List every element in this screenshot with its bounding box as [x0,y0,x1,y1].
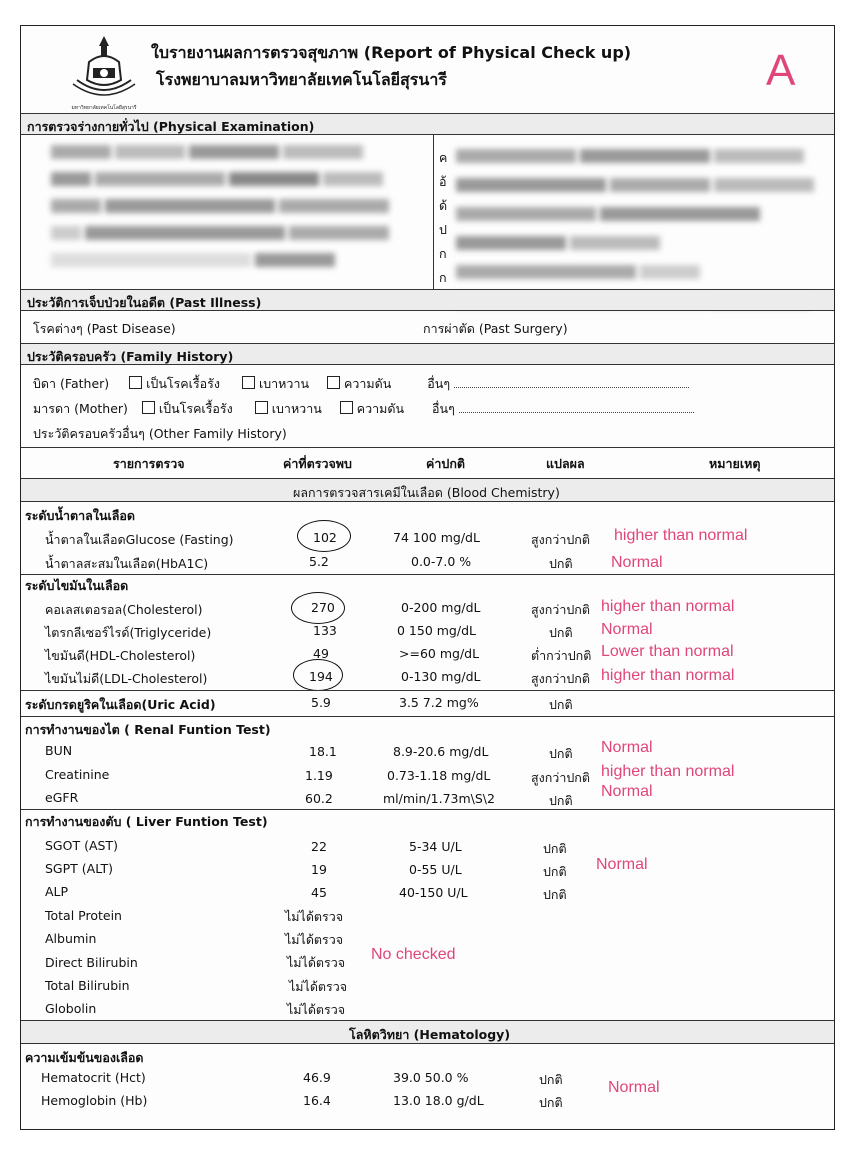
liver-title: การทำงานของตับ ( Liver Funtion Test) [25,814,268,829]
handwritten-circle [291,592,345,624]
bun-note: Normal [601,739,653,756]
prefix-6: ก [439,270,447,285]
triglyceride-interp: ปกติ [549,625,573,640]
cholesterol-note: higher than normal [601,598,735,615]
past-illness-header [21,289,834,311]
direct-bili-value: ไม่ได้ตรวจ [287,955,346,970]
cholesterol-name: คอเลสเตอรอล(Cholesterol) [45,602,203,617]
col-normal-header: ค่าปกติ [426,456,466,471]
report-sheet [20,25,835,1130]
triglyceride-name: ไตรกลีเซอร์ไรด์(Triglyceride) [45,625,212,640]
triglyceride-note: Normal [601,621,653,638]
blood-conc-title: ความเข้มข้นของเลือด [25,1050,144,1065]
hematology-title: โลหิตวิทยา (Hematology) [349,1027,511,1042]
ldl-interp: สูงกว่าปกติ [531,671,590,686]
creatinine-name: Creatinine [45,767,110,782]
physical-exam-header [21,113,834,135]
sgot-value: 22 [311,839,327,854]
hb-name: Hemoglobin (Hb) [41,1093,148,1108]
hct-interp: ปกติ [539,1072,563,1087]
mother-label: มารดา (Mother) [33,401,128,416]
hct-value: 46.9 [303,1070,331,1085]
family-history-title: ประวัติครอบครัว (Family History) [27,349,234,364]
egfr-interp: ปกติ [549,793,573,808]
mother-row [33,399,694,419]
triglyceride-range: 0 150 mg/dL [397,623,476,638]
uric-value: 5.9 [311,695,331,710]
col-remark-header: หมายเหตุ [709,456,761,471]
hb-interp: ปกติ [539,1095,563,1110]
sgpt-name: SGPT (ALT) [45,861,113,876]
hb-value: 16.4 [303,1093,331,1108]
redacted-info-right [456,148,818,312]
hdl-note: Lower than normal [601,643,734,660]
hba1c-interp: ปกติ [549,556,573,571]
col-interpret-header: แปลผล [546,456,585,471]
prefix-3: ด้ [439,198,448,213]
sgot-range: 5-34 U/L [409,839,462,854]
alp-name: ALP [45,884,69,899]
divider [21,447,834,448]
no-checked-note: No checked [371,946,456,963]
cholesterol-value: 270 [311,600,335,615]
past-illness-title: ประวัติการเจ็บป่วยในอดีต (Past Illness) [27,295,262,310]
creatinine-range: 0.73-1.18 mg/dL [387,768,491,783]
renal-title: การทำงานของไต ( Renal Funtion Test) [25,722,271,737]
creatinine-interp: สูงกว่าปกติ [531,770,590,785]
father-other-field[interactable] [454,377,689,388]
past-disease-label: โรคต่างๆ (Past Disease) [33,321,176,336]
opt-pressure: ความดัน [343,376,392,391]
hct-range: 39.0 50.0 % [393,1070,469,1085]
hdl-interp: ต่ำกว่าปกติ [531,648,592,663]
sgpt-range: 0-55 U/L [409,862,462,877]
ldl-note: higher than normal [601,667,735,684]
blood-chemistry-title: ผลการตรวจสารเคมีในเลือด (Blood Chemistry) [293,485,560,500]
mother-other-field[interactable] [459,402,694,413]
mother-diabetes-checkbox[interactable] [255,401,268,414]
glucose-name: น้ำตาลในเลือดGlucose (Fasting) [45,532,234,547]
prefix-5: ก [439,246,447,261]
blood-chemistry-header [21,478,834,502]
divider [433,135,434,289]
globolin-value: ไม่ได้ตรวจ [287,1002,346,1017]
past-surgery-label: การผ่าตัด (Past Surgery) [423,321,568,336]
sgot-name: SGOT (AST) [45,838,118,853]
hdl-value: 49 [313,646,329,661]
divider [21,716,834,717]
mother-other-label: อื่นๆ [432,401,455,416]
uric-interp: ปกติ [549,697,573,712]
protein-name: Total Protein [45,908,122,923]
other-family-history-label: ประวัติครอบครัวอื่นๆ (Other Family History) [33,426,287,441]
total-bili-name: Total Bilirubin [45,978,130,993]
egfr-value: 60.2 [305,791,333,806]
direct-bili-name: Direct Bilirubin [45,955,138,970]
hb-range: 13.0 18.0 g/dL [393,1093,484,1108]
physical-exam-title: การตรวจร่างกายทั่วไป (Physical Examination) [27,119,315,134]
uric-range: 3.5 7.2 mg% [399,695,479,710]
opt-chronic: เป็นโรคเรื้อรัง [146,376,220,391]
opt-diabetes: เบาหวาน [258,376,310,391]
prefix-1: ค [439,150,448,165]
handwritten-circle [293,659,343,691]
father-pressure-checkbox[interactable] [327,376,340,389]
glucose-interp: สูงกว่าปกติ [531,532,590,547]
mother-pressure-checkbox[interactable] [340,401,353,414]
ldl-range: 0-130 mg/dL [401,669,481,684]
liver-note: Normal [596,856,648,873]
handwritten-circle [297,520,351,552]
hba1c-name: น้ำตาลสะสมในเลือด(HbA1C) [45,556,209,571]
cholesterol-range: 0-200 mg/dL [401,600,481,615]
father-diabetes-checkbox[interactable] [242,376,255,389]
father-other-label: อื่นๆ [427,376,451,391]
hematology-note: Normal [608,1079,660,1096]
opt-chronic: เป็นโรคเรื้อรัง [158,401,233,416]
father-chronic-checkbox[interactable] [129,376,142,389]
opt-pressure: ความดัน [356,401,405,416]
col-item-header: รายการตรวจ [113,456,185,471]
egfr-note: Normal [601,783,653,800]
handwritten-mark: A [766,46,796,95]
sugar-title: ระดับน้ำตาลในเลือด [25,508,136,523]
divider [21,809,834,810]
family-history-header [21,343,834,365]
hospital-name: โรงพยาบาลมหาวิทยาลัยเทคโนโลยีสุรนารี [156,70,447,89]
cholesterol-interp: สูงกว่าปกติ [531,602,590,617]
col-found-header: ค่าที่ตรวจพบ [283,456,352,471]
glucose-value: 102 [313,530,337,545]
glucose-range: 74 100 mg/dL [393,530,480,545]
sgpt-value: 19 [311,862,327,877]
redacted-info-left [51,144,393,271]
bun-name: BUN [45,743,73,758]
divider [21,690,834,691]
hdl-name: ไขมันดี(HDL-Cholesterol) [45,648,196,663]
opt-diabetes: เบาหวาน [271,401,322,416]
divider [21,574,834,575]
prefix-4: ป [439,222,447,237]
alp-interp: ปกติ [543,887,567,902]
total-bili-value: ไม่ได้ตรวจ [289,979,348,994]
hct-name: Hematocrit (Hct) [41,1070,146,1085]
hdl-range: >=60 mg/dL [399,646,480,661]
protein-value: ไม่ได้ตรวจ [285,909,344,924]
bun-value: 18.1 [309,744,337,759]
albumin-name: Albumin [45,931,97,946]
hba1c-range: 0.0-7.0 % [411,554,472,569]
hba1c-value: 5.2 [309,554,329,569]
alp-value: 45 [311,885,327,900]
creatinine-value: 1.19 [305,768,333,783]
ldl-name: ไขมันไม่ดี(LDL-Cholesterol) [45,671,208,686]
triglyceride-value: 133 [313,623,337,638]
egfr-range: ml/min/1.73m\S\2 [383,791,495,806]
prefix-2: อ้ [439,174,447,189]
mother-chronic-checkbox[interactable] [142,401,155,414]
creatinine-note: higher than normal [601,763,735,780]
report-title: ใบรายงานผลการตรวจสุขภาพ (Report of Physical Check up) [151,43,632,62]
university-logo [59,32,149,112]
right-prefix-column [439,146,447,290]
bun-interp: ปกติ [549,746,573,761]
glucose-note: higher than normal [614,527,748,544]
ldl-value: 194 [309,669,333,684]
hba1c-note: Normal [611,554,663,571]
logo-caption: มหาวิทยาลัยเทคโนโลยีสุรนารี [71,105,137,111]
globolin-name: Globolin [45,1001,97,1016]
sgot-interp: ปกติ [543,841,567,856]
albumin-value: ไม่ได้ตรวจ [285,932,344,947]
sgpt-interp: ปกติ [543,864,567,879]
father-row [33,374,689,394]
uric-name: ระดับกรดยูริคในเลือด(Uric Acid) [25,697,216,712]
lipid-title: ระดับไขมันในเลือด [25,578,129,593]
bun-range: 8.9-20.6 mg/dL [393,744,489,759]
egfr-name: eGFR [45,790,79,805]
hematology-header [21,1020,834,1044]
alp-range: 40-150 U/L [399,885,468,900]
father-label: บิดา (Father) [33,376,110,391]
